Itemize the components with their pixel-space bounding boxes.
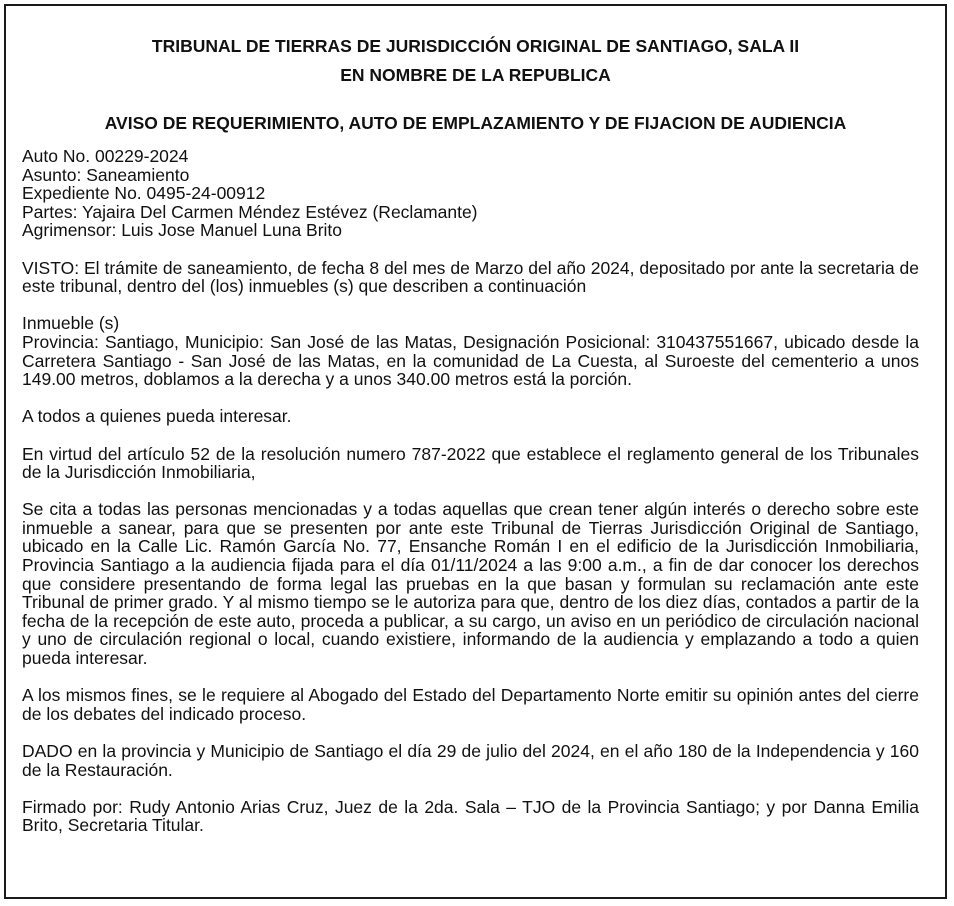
property-description: Provincia: Santiago, Municipio: San José de las Matas, Designación Posicional: 310437551667, ubicado desde la Carretera Santiago - San José de las Matas, en la comunidad de La Cuesta, al Suroeste del cementerio a unos 149.00 metros, doblamos a la derecha y a unos 340.00 metros está la porción.: [22, 331, 919, 390]
given-paragraph: DADO en la provincia y Municipio de Santiago el día 29 de julio del 2024, en el año 180 de la Independencia y 160 de la Restauración.: [22, 741, 919, 780]
parties: Partes: Yajaira Del Carmen Méndez Estévez (Reclamante): [22, 201, 478, 222]
notice-body: [22, 147, 919, 835]
notice-header: [32, 32, 919, 90]
notice-title: AVISO DE REQUERIMIENTO, AUTO DE EMPLAZAMIENTO Y DE FIJACION DE AUDIENCIA: [104, 113, 847, 133]
property-section: [22, 314, 919, 388]
republic-line: EN NOMBRE DE LA REPUBLICA: [340, 65, 611, 85]
case-details: [22, 147, 919, 240]
case-subject: Asunto: Saneamiento: [22, 164, 190, 185]
state-attorney-paragraph: A los mismos fines, se le requiere al Abogado del Estado del Departamento Norte emitir su opinión antes del cierre de los debates del indicado proceso.: [22, 685, 919, 724]
court-name: TRIBUNAL DE TIERRAS DE JURISDICCIÓN ORIGINAL DE SANTIAGO, SALA II: [151, 36, 800, 56]
file-number: Expediente No. 0495-24-00912: [22, 183, 266, 204]
summons-paragraph: Se cita a todas las personas mencionadas y a todas aquellas que crean tener algún interés o derecho sobre este inmueble a sanear, para que se presenten por ante este Tribunal de Tierras Jurisdicción Original de Santiago, ubicado en la Calle Lic. Ramón García No. 77, Ensanche Román I en el edificio de la Jurisdicción Inmobiliaria, Provincia Santiago a la audiencia fijada para el día 01/11/2024 a las 9:00 a.m., a fin de dar conocer los derechos que considere presentando de forma legal las pruebas en la que basan y formulan su reclamación ante este Tribunal de primer grado. Y al mismo tiempo se le autoriza para que, dentro de los diez días, contados a partir de la fecha de la recepción de este auto, proceda a publicar, a su cargo, un aviso en un periódico de circulación nacional y uno de circulación regional o local, cuando existiere, informando de la audiencia y emplazando a todo a quien pueda interesar.: [22, 499, 919, 669]
visto-paragraph: VISTO: El trámite de saneamiento, de fecha 8 del mes de Marzo del año 2024, depositado por ante la secretaria de este tribunal, dentro del (los) inmuebles (s) que describen a continuación: [22, 257, 919, 297]
property-label: Inmueble (s): [22, 313, 120, 334]
signature-paragraph: Firmado por: Rudy Antonio Arias Cruz, Juez de la 2da. Sala – TJO de la Provincia Santiago; y por Danna Emilia Brito, Secretaria Titular.: [22, 796, 919, 836]
legal-basis-paragraph: En virtud del artículo 52 de la resolución numero 787-2022 que establece el reglamento general de los Tribunales de la Jurisdicción Inmobiliaria,: [22, 443, 919, 483]
greeting-paragraph: A todos a quienes pueda interesar.: [22, 406, 292, 427]
surveyor: Agrimensor: Luis Jose Manuel Luna Brito: [22, 220, 343, 241]
auto-number: Auto No. 00229-2024: [22, 146, 189, 166]
legal-notice: [4, 4, 947, 899]
